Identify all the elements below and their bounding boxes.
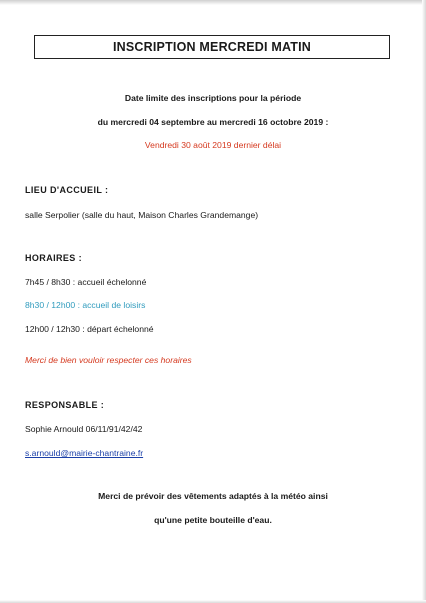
scan-edge-right xyxy=(422,0,426,603)
horaire-item-2: 8h30 / 12h00 : accueil de loisirs xyxy=(25,300,146,310)
horaire-item-1: 7h45 / 8h30 : accueil échelonné xyxy=(25,277,147,287)
responsable-email-link[interactable]: s.arnould@mairie-chantraine.fr xyxy=(25,448,144,458)
horaires-heading: HORAIRES : xyxy=(25,253,83,263)
horaires-note: Merci de bien vouloir respecter ces horaires xyxy=(25,355,192,365)
lieu-text: salle Serpolier (salle du haut, Maison Charles Grandemange) xyxy=(25,210,259,220)
footer-line-1: Merci de prévoir des vêtements adaptés à la météo ainsi xyxy=(98,491,328,501)
responsable-heading: RESPONSABLE : xyxy=(25,400,105,410)
deadline-line-2: du mercredi 04 septembre au mercredi 16 octobre 2019 : xyxy=(97,117,329,127)
footer-line-2: qu'une petite bouteille d'eau. xyxy=(154,515,272,525)
lieu-heading: LIEU D'ACCUEIL : xyxy=(25,185,109,195)
scan-edge-top xyxy=(0,0,426,5)
page-title: INSCRIPTION MERCREDI MATIN xyxy=(34,35,390,59)
deadline-line-3: Vendredi 30 août 2019 dernier délai xyxy=(144,140,282,150)
deadline-line-1: Date limite des inscriptions pour la période xyxy=(124,93,302,103)
responsable-contact: Sophie Arnould 06/11/91/42/42 xyxy=(25,424,143,434)
horaire-item-3: 12h00 / 12h30 : départ échelonné xyxy=(25,324,154,334)
